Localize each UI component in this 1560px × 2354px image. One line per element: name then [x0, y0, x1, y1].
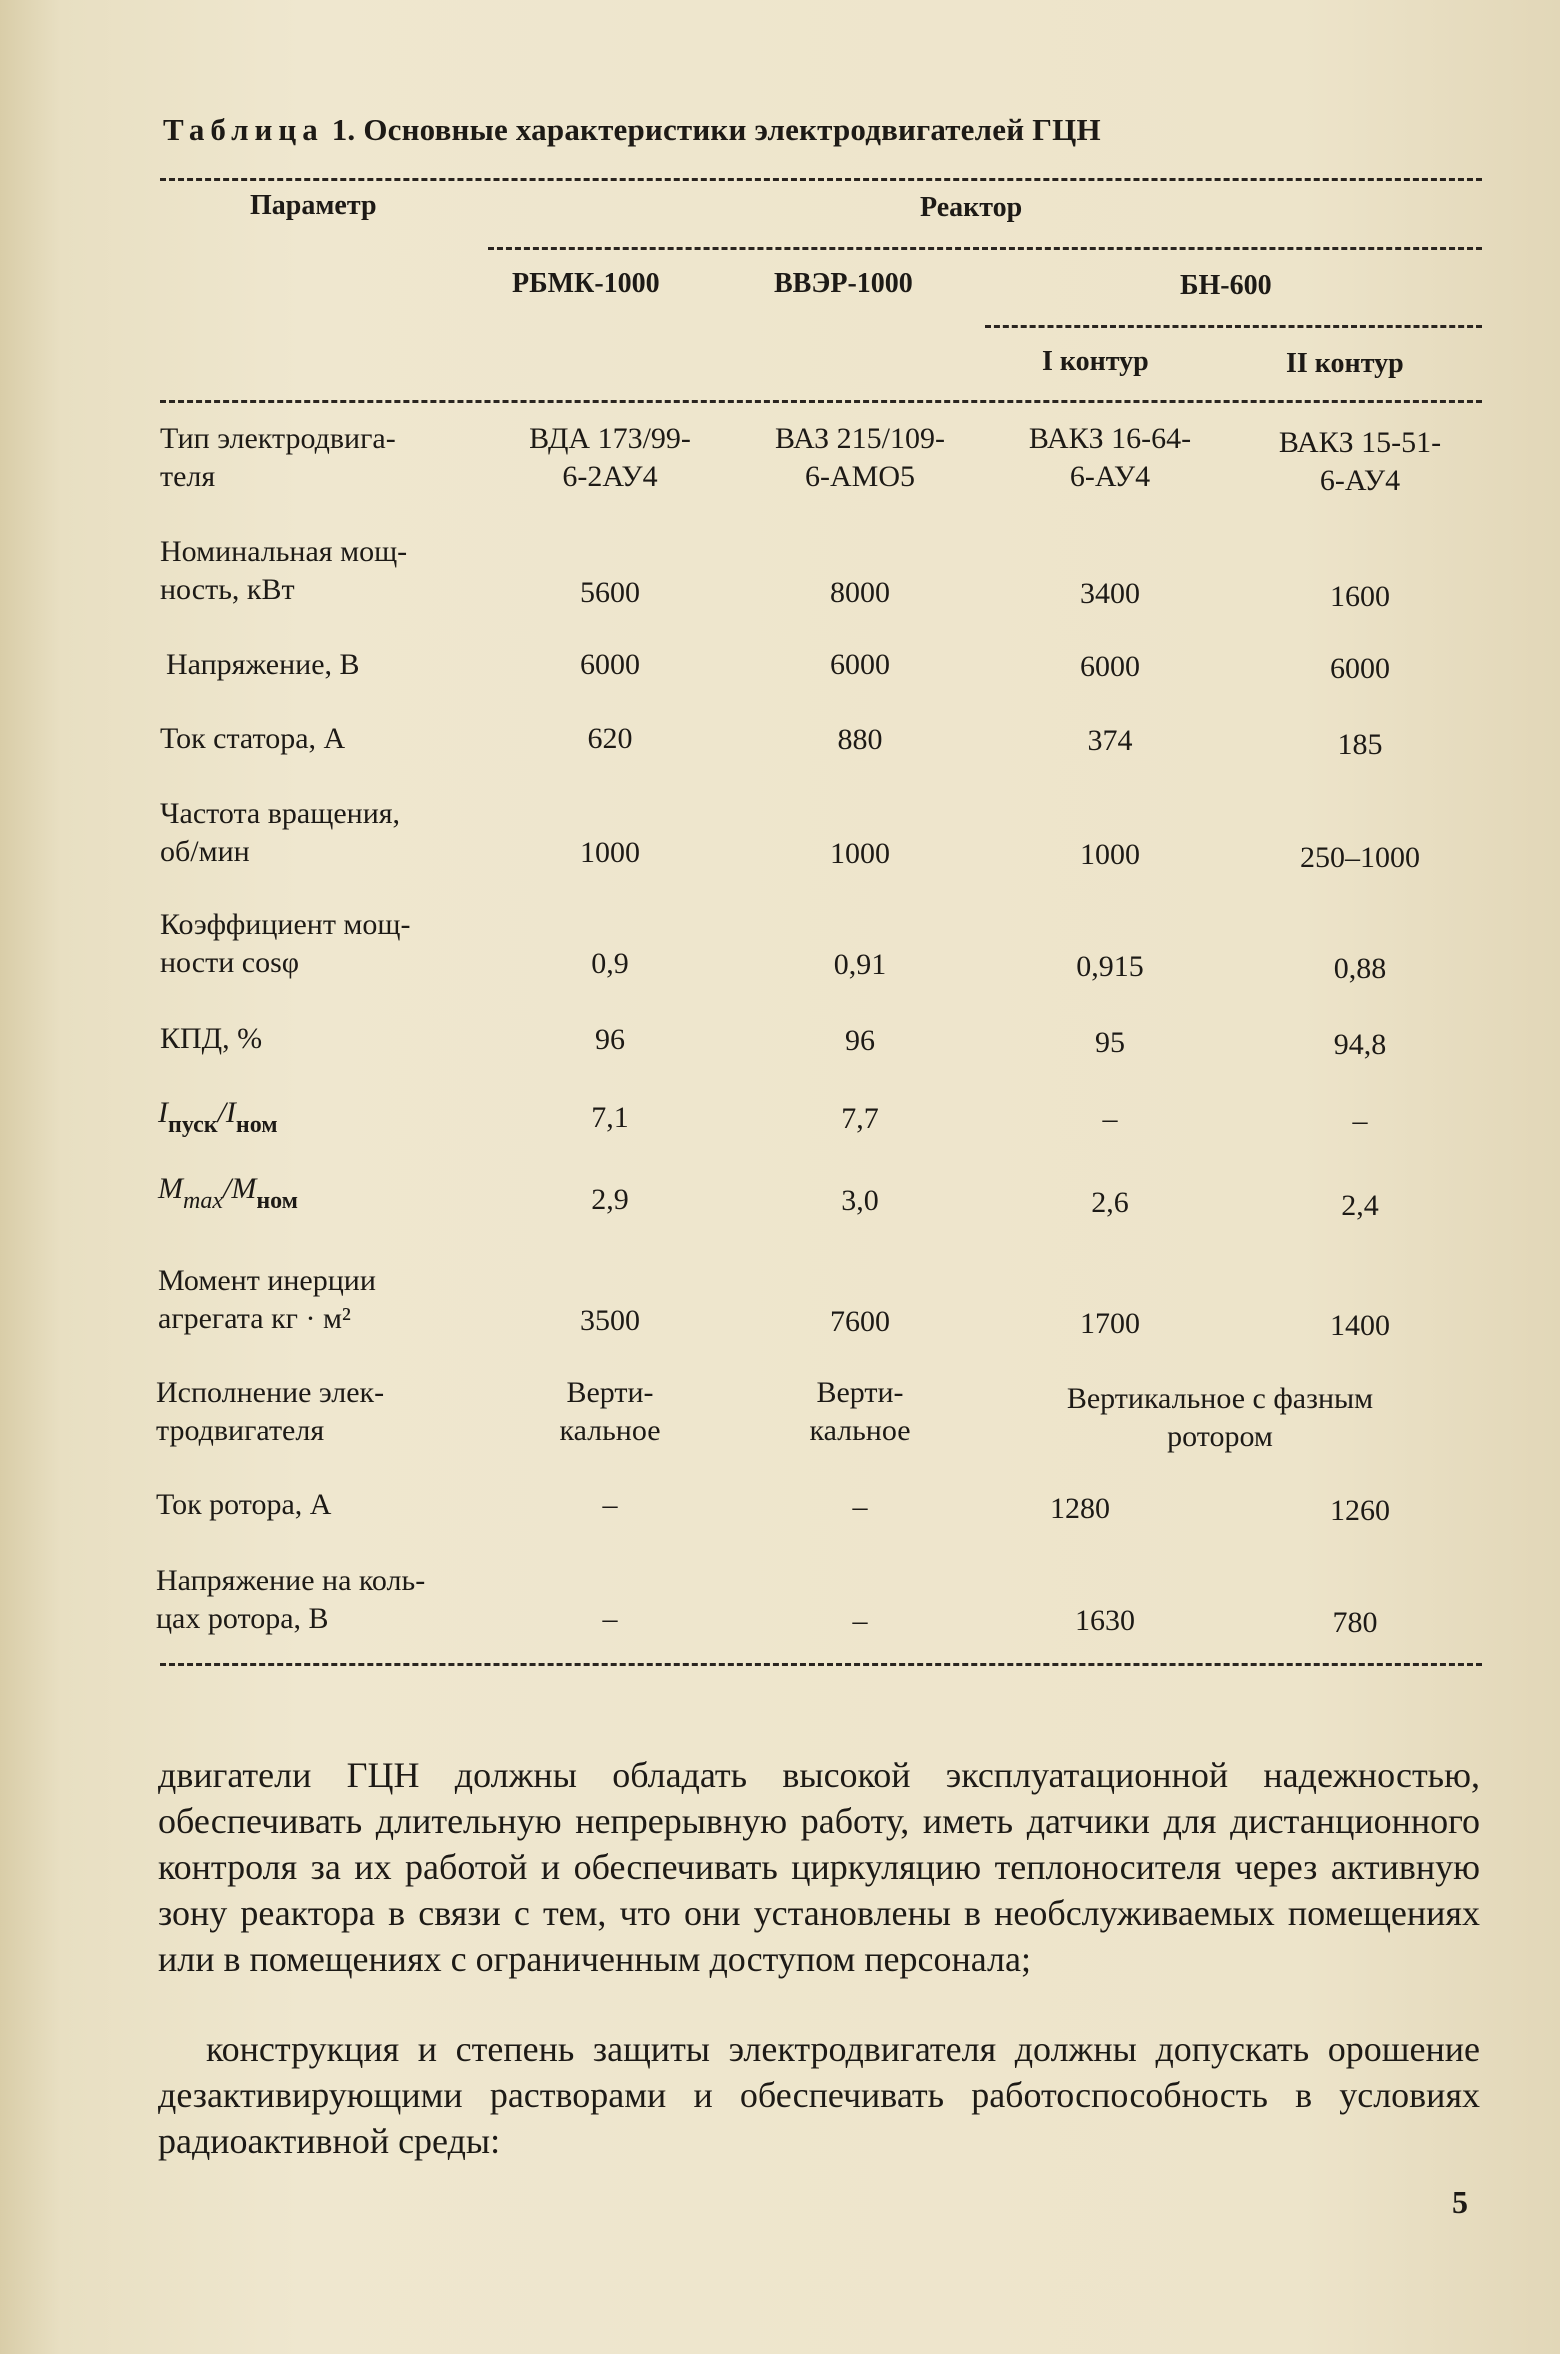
cell-bn2: 780: [1332, 1606, 1378, 1639]
cell-vver: 7600: [830, 1305, 890, 1338]
cell-bn1: 1280: [1050, 1492, 1110, 1525]
caption-number: 1.: [331, 112, 356, 147]
cell-vver: 8000: [830, 576, 890, 609]
cell-bn2: 1260: [1330, 1494, 1390, 1527]
paragraph-2: конструкция и степень защиты электродвигателя должны допускать орошение дезактивирующими растворами и обеспечивать работоспособность в условиях радиоактивной среды:: [158, 2029, 1480, 2161]
cell-rbmk: 620: [587, 722, 633, 755]
reactor-rule: [488, 247, 1482, 250]
cell-bn1: 374: [1087, 724, 1133, 757]
cell-rbmk: –: [602, 1602, 618, 1635]
cell-bn2: 0,88: [1333, 952, 1387, 985]
cell-bn2: 6000: [1330, 652, 1390, 685]
cell-rbmk: –: [602, 1488, 618, 1521]
cell-rbmk: 2,9: [591, 1183, 629, 1216]
row-param: Напряжение, В: [166, 648, 360, 681]
cell-rbmk: 96: [595, 1023, 625, 1056]
row-param: Коэффициент мощ- ности cosφ: [160, 908, 411, 979]
caption-label: Таблица: [163, 112, 324, 147]
cell-bn2: ВАКЗ 15-51- 6-АУ4: [1278, 426, 1442, 497]
cell-bn2: 94,8: [1333, 1028, 1387, 1061]
header-parameter: Параметр: [250, 190, 377, 221]
cell-rbmk: 5600: [580, 576, 640, 609]
caption-title: Основные характеристики электродвигателей ГЦН: [363, 112, 1101, 147]
cell-vver: 6000: [830, 648, 890, 681]
header-loop2: II контур: [1286, 348, 1404, 379]
cell-vver: 1000: [830, 837, 890, 870]
row-param: Тип электродвига- теля: [160, 422, 396, 493]
cell-vver: Верти- кальное: [809, 1376, 911, 1447]
row-param: Ток ротора, А: [156, 1488, 332, 1521]
row-param: Ток статора, А: [160, 722, 346, 755]
cell-bn1: ВАКЗ 16-64- 6-АУ4: [1028, 422, 1192, 493]
cell-bn2: 250–1000: [1300, 841, 1420, 874]
cell-rbmk: 7,1: [591, 1101, 629, 1134]
header-bottom-rule: [160, 400, 1482, 403]
cell-vver: 3,0: [841, 1184, 879, 1217]
bn-rule: [985, 325, 1482, 328]
cell-rbmk: 0,9: [591, 947, 629, 980]
cell-rbmk: 6000: [580, 648, 640, 681]
cell-bn1: 6000: [1080, 650, 1140, 683]
cell-vver: 0,91: [833, 948, 887, 981]
page-number: 5: [1452, 2184, 1468, 2220]
cell-bn2: 185: [1337, 728, 1383, 761]
row-param-current-ratio: $I_{пуск}/I_{ном}$: [158, 1096, 278, 1138]
header-loop1: I контур: [1042, 346, 1149, 377]
row-param: Напряжение на коль- цах ротора, В: [156, 1564, 426, 1635]
cell-bn1: 0,915: [1076, 950, 1144, 983]
cell-bn2: –: [1352, 1104, 1368, 1137]
cell-rbmk: Верти- кальное: [559, 1376, 661, 1447]
header-vver: ВВЭР-1000: [774, 268, 913, 299]
cell-bn-merged: Вертикальное с фазным ротором: [1066, 1382, 1374, 1453]
cell-bn1: –: [1102, 1102, 1118, 1135]
paragraph-1: двигатели ГЦН должны обладать высокой эксплуатационной надежностью, обеспечивать длительную непрерывную работу, иметь датчики для дистанционного контроля за их работой и обеспечивать циркуляцию теплоносителя через активную зону реактора в связи с тем, что они установлены в необслуживаемых помещениях или в помещениях с ограниченным доступом персонала;: [158, 1755, 1480, 1979]
cell-rbmk: 3500: [580, 1304, 640, 1337]
row-param: КПД, %: [160, 1022, 263, 1055]
cell-bn2: 1400: [1330, 1309, 1390, 1342]
header-bn: БН-600: [1180, 270, 1272, 301]
cell-bn1: 95: [1095, 1026, 1125, 1059]
row-param: Исполнение элек- тродвигателя: [156, 1376, 385, 1447]
cell-bn2: 2,4: [1341, 1189, 1379, 1222]
header-rbmk: РБМК-1000: [512, 268, 660, 299]
cell-vver: –: [852, 1604, 868, 1637]
cell-bn1: 2,6: [1091, 1186, 1129, 1219]
table-top-rule: [160, 178, 1482, 181]
cell-vver: ВАЗ 215/109- 6-АМО5: [775, 422, 945, 493]
row-param: Частота вращения, об/мин: [160, 797, 401, 868]
cell-vver: 96: [845, 1024, 875, 1057]
cell-rbmk: 1000: [580, 836, 640, 869]
header-reactor: Реактор: [920, 192, 1023, 223]
row-param-torque-ratio: $M_{max}/M_{ном}$: [158, 1172, 299, 1214]
cell-rbmk: ВДА 173/99- 6-2АУ4: [529, 422, 691, 493]
cell-bn1: 1630: [1075, 1604, 1135, 1637]
table-bottom-rule: [160, 1663, 1482, 1666]
cell-bn1: 3400: [1080, 577, 1140, 610]
cell-bn2: 1600: [1330, 580, 1390, 613]
cell-bn1: 1700: [1080, 1307, 1140, 1340]
row-param: Номинальная мощ- ность, кВт: [160, 535, 408, 606]
cell-vver: 7,7: [841, 1102, 879, 1135]
cell-vver: 880: [837, 723, 883, 756]
cell-vver: –: [852, 1490, 868, 1523]
row-param: Момент инерции агрегата кг · м²: [158, 1264, 376, 1335]
table-caption: [163, 112, 1101, 148]
cell-bn1: 1000: [1080, 838, 1140, 871]
